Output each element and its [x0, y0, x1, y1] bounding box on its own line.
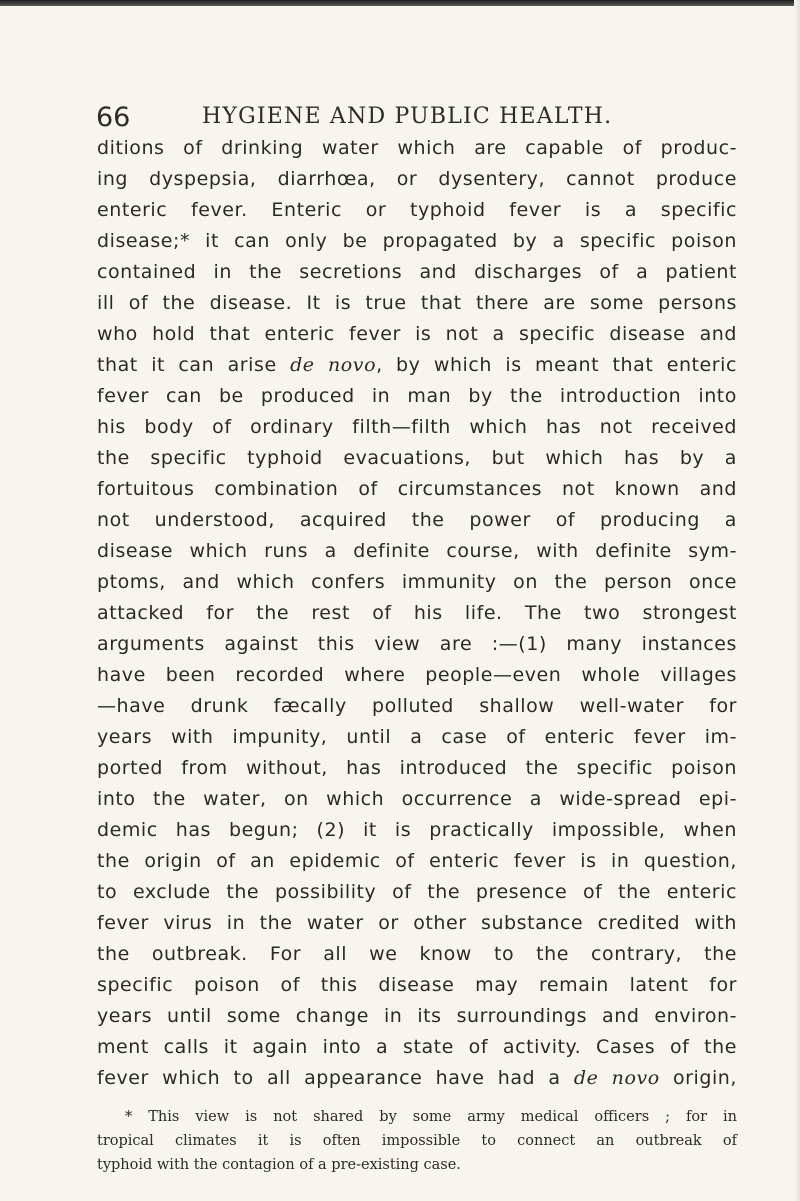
- text-line: who hold that enteric fever is not a specific disease and: [97, 323, 737, 345]
- text-line: his body of ordinary filth—filth which has not received: [97, 416, 737, 438]
- text-segment: that it can arise: [97, 354, 291, 376]
- text-segment: , by which is meant that enteric: [376, 354, 737, 376]
- italic-phrase: de novo: [573, 1067, 660, 1089]
- text-line: ill of the disease. It is true that there are some persons: [97, 292, 737, 314]
- footnote-line: tropical climates it is often impossible to connect an outbreak of: [97, 1133, 737, 1149]
- footnote-line: typhoid with the contagion of a pre-existing case.: [97, 1157, 461, 1173]
- text-line: attacked for the rest of his life. The two strongest: [97, 602, 737, 624]
- text-line: ing dyspepsia, diarrhœa, or dysentery, cannot produce: [97, 168, 737, 190]
- page-number: 66: [96, 102, 131, 133]
- text-line: arguments against this view are :—(1) many instances: [97, 633, 737, 655]
- text-line: ptoms, and which confers immunity on the person once: [97, 571, 737, 593]
- text-line: the origin of an epidemic of enteric fever is in question,: [97, 850, 737, 872]
- text-line: fever virus in the water or other substance credited with: [97, 912, 737, 934]
- text-line: disease;* it can only be propagated by a specific poison: [97, 230, 737, 252]
- text-line: demic has begun; (2) it is practically impossible, when: [97, 819, 737, 841]
- footnote: [97, 1105, 737, 1177]
- text-line: fever can be produced in man by the introduction into: [97, 385, 737, 407]
- text-line: contained in the secretions and discharges of a patient: [97, 261, 737, 283]
- text-line: years with impunity, until a case of enteric fever im-: [97, 726, 737, 748]
- text-line: ment calls it again into a state of activity. Cases of the: [97, 1036, 737, 1058]
- text-line: fortuitous combination of circumstances not known and: [97, 478, 737, 500]
- text-line: ported from without, has introduced the specific poison: [97, 757, 737, 779]
- text-line: not understood, acquired the power of producing a: [97, 509, 737, 531]
- text-line: disease which runs a definite course, with definite sym-: [97, 540, 737, 562]
- text-line: years until some change in its surroundings and environ-: [97, 1005, 737, 1027]
- text-line-with-italic: [97, 1063, 737, 1094]
- text-line: specific poison of this disease may remain latent for: [97, 974, 737, 996]
- footnote-line: * This view is not shared by some army medical officers ; for in: [125, 1109, 737, 1125]
- page-top-border: [0, 0, 800, 6]
- text-line: have been recorded where people—even whole villages: [97, 664, 737, 686]
- text-line: the outbreak. For all we know to the contrary, the: [97, 943, 737, 965]
- text-line-with-italic: [97, 350, 737, 381]
- page-right-edge: [794, 0, 800, 1201]
- text-line: ditions of drinking water which are capable of produc-: [97, 137, 737, 159]
- italic-phrase: de novo: [290, 354, 377, 376]
- text-line: to exclude the possibility of the presence of the enteric: [97, 881, 737, 903]
- running-head: HYGIENE AND PUBLIC HEALTH.: [202, 104, 613, 129]
- text-segment: origin,: [659, 1067, 737, 1089]
- body-text: [97, 133, 737, 1094]
- text-line: enteric fever. Enteric or typhoid fever is a specific: [97, 199, 737, 221]
- text-segment: fever which to all appearance have had a: [97, 1067, 574, 1089]
- text-line: the specific typhoid evacuations, but which has by a: [97, 447, 737, 469]
- text-line: into the water, on which occurrence a wide-spread epi-: [97, 788, 737, 810]
- text-line: —have drunk fæcally polluted shallow well-water for: [97, 695, 737, 717]
